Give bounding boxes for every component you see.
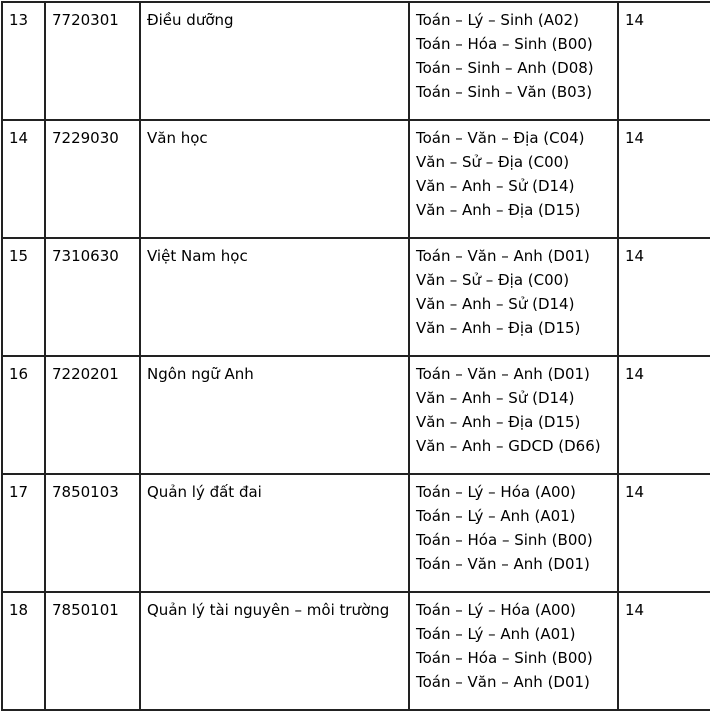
table-row — [2, 356, 710, 474]
major-name: Quản lý tài nguyên – môi trường — [140, 592, 409, 710]
row-number: 18 — [2, 592, 45, 710]
major-code: 7310630 — [45, 238, 140, 356]
major-name: Điều dưỡng — [140, 2, 409, 120]
major-name: Việt Nam học — [140, 238, 409, 356]
major-code: 7850103 — [45, 474, 140, 592]
subject-combination: Toán – Lý – Anh (A01) — [416, 507, 576, 525]
subject-combination: Toán – Lý – Sinh (A02) — [416, 11, 579, 29]
row-number: 14 — [2, 120, 45, 238]
table-row — [2, 238, 710, 356]
table-row — [2, 474, 710, 592]
min-score: 14 — [618, 2, 710, 120]
major-name: Văn học — [140, 120, 409, 238]
major-code: 7229030 — [45, 120, 140, 238]
table-row — [2, 2, 710, 120]
major-name: Quản lý đất đai — [140, 474, 409, 592]
subject-combination: Toán – Hóa – Sinh (B00) — [416, 531, 593, 549]
subject-combination: Văn – Anh – Địa (D15) — [416, 319, 581, 337]
subject-combination: Toán – Lý – Hóa (A00) — [416, 601, 576, 619]
subject-combination: Toán – Văn – Anh (D01) — [416, 365, 590, 383]
row-number: 16 — [2, 356, 45, 474]
row-number: 13 — [2, 2, 45, 120]
subject-combination: Toán – Sinh – Văn (B03) — [416, 83, 593, 101]
subject-combination: Văn – Anh – Sử (D14) — [416, 295, 575, 313]
min-score: 14 — [618, 120, 710, 238]
row-number: 15 — [2, 238, 45, 356]
admissions-table — [1, 1, 710, 711]
min-score: 14 — [618, 474, 710, 592]
subject-combination: Văn – Anh – Địa (D15) — [416, 201, 581, 219]
subject-combination: Toán – Văn – Anh (D01) — [416, 673, 590, 691]
major-name: Ngôn ngữ Anh — [140, 356, 409, 474]
subject-combination: Văn – Anh – GDCD (D66) — [416, 437, 601, 455]
subject-combination: Toán – Hóa – Sinh (B00) — [416, 649, 593, 667]
min-score: 14 — [618, 592, 710, 710]
subject-combinations — [409, 474, 618, 592]
min-score: 14 — [618, 356, 710, 474]
min-score: 14 — [618, 238, 710, 356]
major-code: 7220201 — [45, 356, 140, 474]
subject-combination: Văn – Anh – Sử (D14) — [416, 389, 575, 407]
subject-combinations — [409, 120, 618, 238]
subject-combination: Toán – Văn – Địa (C04) — [416, 129, 585, 147]
subject-combination: Toán – Lý – Hóa (A00) — [416, 483, 576, 501]
table-row — [2, 120, 710, 238]
subject-combination: Văn – Anh – Sử (D14) — [416, 177, 575, 195]
subject-combinations — [409, 356, 618, 474]
subject-combination: Toán – Văn – Anh (D01) — [416, 247, 590, 265]
subject-combinations — [409, 592, 618, 710]
table-row — [2, 592, 710, 710]
subject-combinations — [409, 2, 618, 120]
subject-combination: Toán – Lý – Anh (A01) — [416, 625, 576, 643]
table-body — [2, 2, 710, 710]
subject-combination: Toán – Sinh – Anh (D08) — [416, 59, 594, 77]
row-number: 17 — [2, 474, 45, 592]
subject-combination: Văn – Sử – Địa (C00) — [416, 271, 570, 289]
subject-combination: Văn – Anh – Địa (D15) — [416, 413, 581, 431]
subject-combination: Toán – Văn – Anh (D01) — [416, 555, 590, 573]
subject-combinations — [409, 238, 618, 356]
subject-combination: Toán – Hóa – Sinh (B00) — [416, 35, 593, 53]
major-code: 7850101 — [45, 592, 140, 710]
major-code: 7720301 — [45, 2, 140, 120]
subject-combination: Văn – Sử – Địa (C00) — [416, 153, 570, 171]
